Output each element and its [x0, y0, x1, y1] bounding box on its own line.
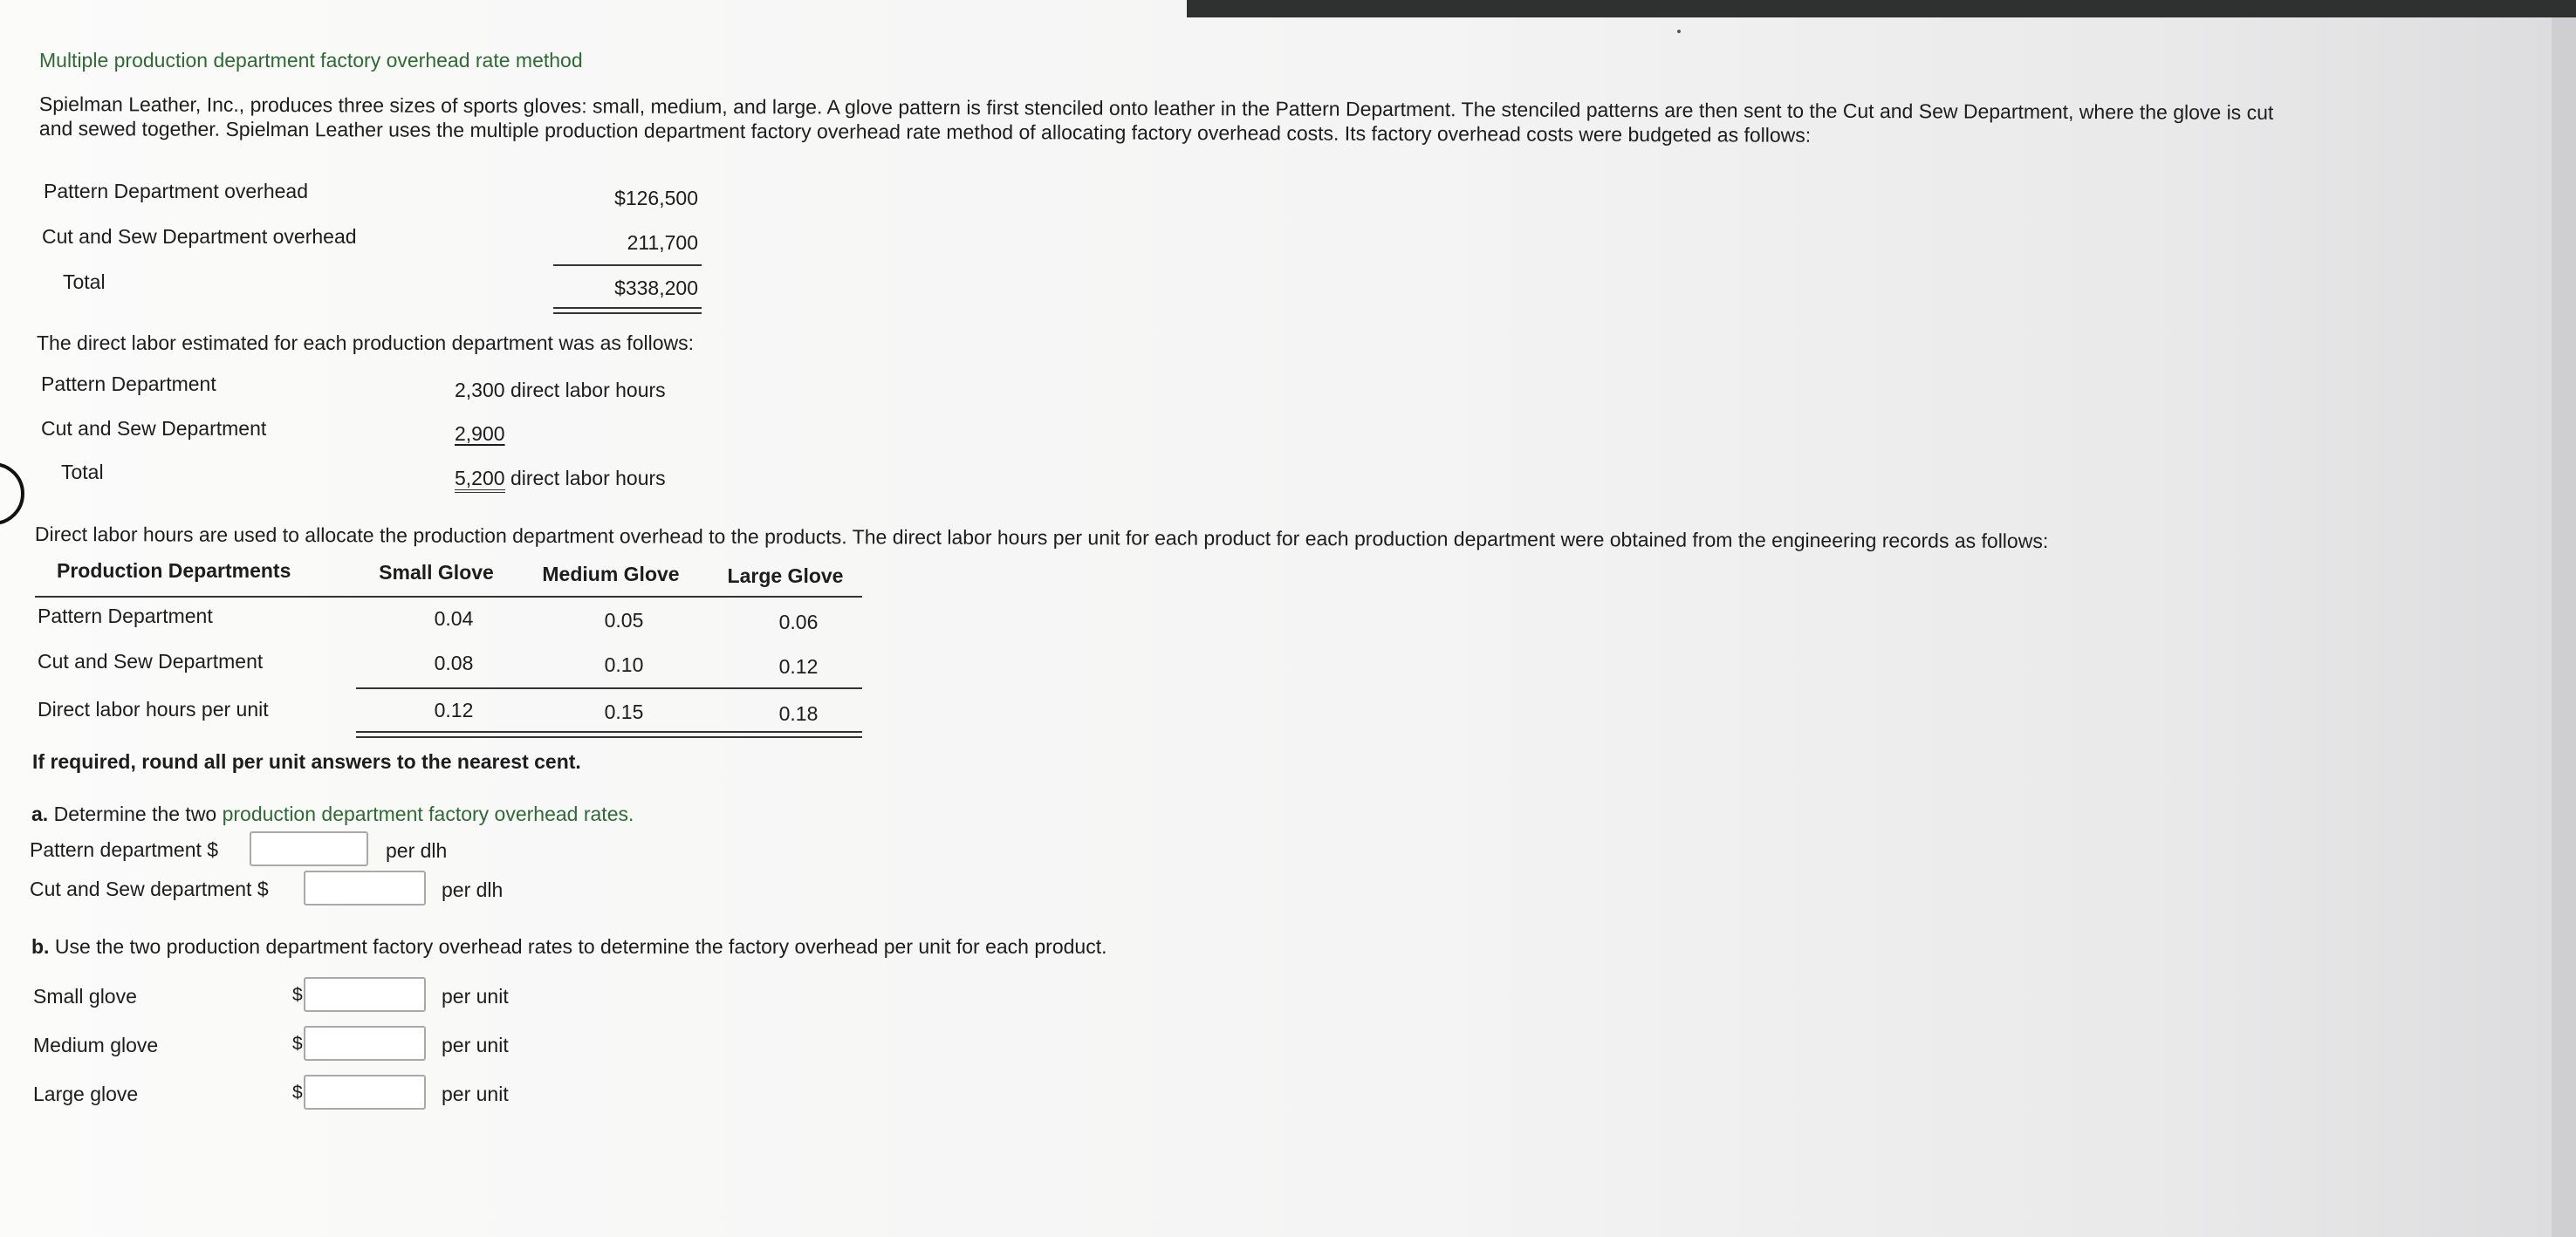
part-a-prompt	[31, 803, 634, 826]
dlh-row-pattern-small: 0.04	[434, 607, 474, 630]
dlh-intro: Direct labor hours are used to allocate the production department overhead to the products. The direct labor hours per unit for each product for each production department were obtained from the engineering records as follows:	[34, 523, 2049, 553]
dlh-total-rule-1	[356, 731, 862, 733]
cutsew-rate-label: Cut and Sew department $	[30, 878, 269, 900]
part-a-prompt-prefix: Determine the two	[53, 803, 223, 825]
dlh-header-departments: Production Departments	[57, 559, 291, 582]
dlh-row-total-small: 0.12	[434, 699, 474, 721]
dlh-row-pattern-large: 0.06	[778, 611, 819, 633]
dlh-row-cutsew-label: Cut and Sew Department	[38, 650, 264, 673]
intro-line-2: and sewed together. Spielman Leather uses the multiple production department factory overhead rate method of allocating factory overhead costs. Its factory overhead costs were budgeted as follows:	[38, 117, 1812, 147]
dlh-row-cutsew-large: 0.12	[778, 655, 819, 678]
right-edge-shadow	[2552, 17, 2576, 1237]
dot-mark	[1677, 30, 1681, 33]
labor-cutsew-label: Cut and Sew Department	[41, 417, 267, 440]
small-glove-input[interactable]	[304, 977, 426, 1012]
dlh-row-cutsew-medium: 0.10	[604, 653, 644, 676]
overhead-pattern-value: $126,500	[614, 187, 698, 209]
top-window-bar	[1187, 0, 2576, 17]
overhead-total-value: $338,200	[614, 277, 698, 299]
labor-total-value	[455, 467, 666, 490]
circle-outline-icon	[0, 462, 24, 525]
dlh-total-rule-2	[356, 736, 862, 738]
overhead-pattern-label: Pattern Department overhead	[44, 180, 309, 202]
overhead-total-rule-1	[553, 307, 702, 309]
dlh-header-large: Large Glove	[727, 564, 844, 587]
overhead-total-rule-2	[553, 312, 702, 314]
dlh-header-medium: Medium Glove	[542, 563, 680, 585]
dlh-row-total-medium: 0.15	[604, 701, 644, 723]
page-title: Multiple production department factory overhead rate method	[39, 49, 583, 72]
dlh-header-rule	[35, 596, 862, 598]
medium-glove-input[interactable]	[304, 1026, 426, 1061]
labor-total-suffix: direct labor hours	[504, 467, 666, 489]
part-a-letter: a.	[31, 803, 49, 825]
labor-total-number: 5,200	[455, 467, 505, 493]
cutsew-rate-input[interactable]	[304, 871, 426, 906]
labor-pattern-value: 2,300 direct labor hours	[455, 379, 666, 401]
pattern-rate-input[interactable]	[250, 831, 368, 866]
dlh-row-total-label: Direct labor hours per unit	[38, 698, 269, 721]
round-note: If required, round all per unit answers to the nearest cent.	[32, 750, 581, 773]
part-b-prompt-text: Use the two production department factory overhead rates to determine the factory overhead per unit for each product.	[54, 935, 1107, 958]
part-a-glossary-link[interactable]: production department factory overhead rates.	[222, 803, 634, 825]
overhead-cutsew-label: Cut and Sew Department overhead	[42, 225, 357, 248]
cutsew-rate-unit: per dlh	[442, 878, 504, 901]
labor-cutsew-value: 2,900	[455, 422, 505, 445]
labor-pattern-label: Pattern Department	[41, 372, 216, 395]
large-glove-currency: $	[292, 1083, 303, 1103]
large-glove-unit: per unit	[442, 1083, 509, 1105]
medium-glove-currency: $	[292, 1034, 303, 1054]
dlh-row-cutsew-small: 0.08	[434, 652, 474, 674]
overhead-cutsew-value: 211,700	[627, 231, 698, 254]
overhead-subtotal-rule	[553, 264, 702, 266]
small-glove-currency: $	[292, 985, 303, 1005]
dlh-subtotal-rule	[356, 687, 862, 689]
overhead-total-label: Total	[63, 270, 106, 293]
medium-glove-label: Medium glove	[33, 1034, 159, 1056]
pattern-rate-label: Pattern department $	[30, 838, 219, 861]
small-glove-unit: per unit	[442, 985, 509, 1008]
part-b-prompt	[31, 935, 1106, 959]
large-glove-label: Large glove	[33, 1083, 139, 1105]
dlh-row-total-large: 0.18	[778, 702, 819, 725]
pattern-rate-unit: per dlh	[386, 839, 448, 862]
labor-total-label: Total	[61, 461, 104, 483]
dlh-row-pattern-medium: 0.05	[604, 609, 644, 632]
dlh-row-pattern-label: Pattern Department	[38, 605, 213, 627]
dlh-header-small: Small Glove	[379, 561, 494, 584]
large-glove-input[interactable]	[304, 1075, 426, 1110]
medium-glove-unit: per unit	[442, 1034, 509, 1056]
part-b-letter: b.	[31, 935, 50, 958]
small-glove-label: Small glove	[33, 985, 137, 1008]
intro-line-1: Spielman Leather, Inc., produces three sizes of sports gloves: small, medium, and large. A glove pattern is first stenciled onto leather in the Pattern Department. The stenciled patterns are then sent to the Cut and Sew Department, where the glove is cut	[38, 92, 2274, 124]
labor-intro: The direct labor estimated for each production department was as follows:	[37, 331, 694, 354]
